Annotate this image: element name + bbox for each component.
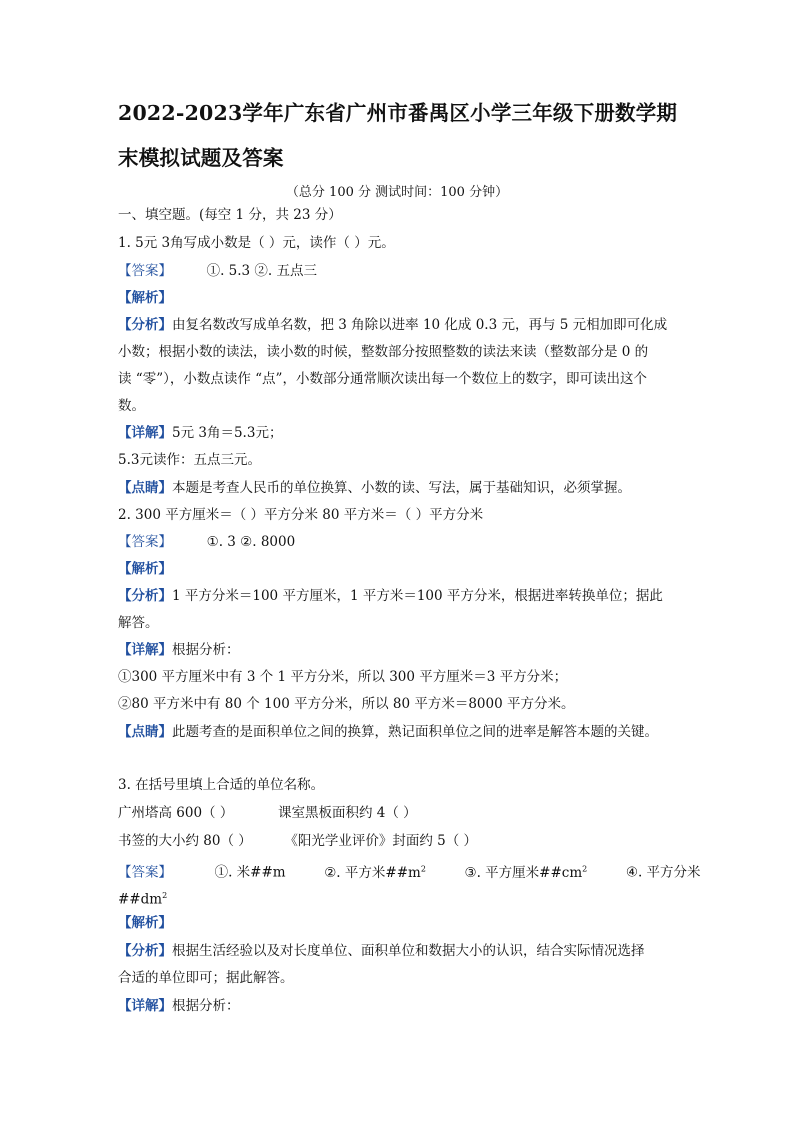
- q3-analysis-label: 【解析】: [118, 915, 172, 931]
- q2-question: 2. 300 平方厘米＝（ ）平方分米 80 平方米＝（ ）平方分米: [118, 507, 484, 523]
- q3-item-a: 广州塔高 600（ ）: [118, 805, 234, 821]
- q2-fenxi-line2: 解答。: [118, 615, 159, 631]
- q3-item-c: 书签的大小约 80（ ）: [118, 833, 252, 849]
- q2-xiangjie-line2: ①300 平方厘米中有 3 个 1 平方分米，所以 300 平方厘米＝3 平方分米；: [118, 669, 568, 685]
- q1-answer: ①. 5.3 ②. 五点三: [206, 263, 318, 279]
- q1-question: 1. 5元 3角写成小数是（ ）元，读作（ ）元。: [118, 235, 395, 251]
- q3-item-d: 《阳光学业评价》封面约 5（ ）: [284, 833, 478, 849]
- q3-fenxi: 【分析】根据生活经验以及对长度单位、面积单位和数据大小的认识，结合实际情况选择: [118, 943, 645, 959]
- q2-answer: ①. 3 ②. 8000: [206, 534, 296, 550]
- q3-items-row2: [118, 832, 477, 850]
- q3-fenxi-line2: 合适的单位即可；据此解答。: [118, 970, 294, 986]
- q1-xiangjie: 【详解】5元 3角＝5.3元；: [118, 425, 283, 441]
- q2-dianjing: 【点睛】此题考查的是面积单位之间的换算，熟记面积单位之间的进率是解答本题的关键。: [118, 724, 658, 740]
- q2-analysis-label: 【解析】: [118, 561, 172, 577]
- q3-answer-3: ③. 平方厘米$\#\#cm^2$: [464, 864, 588, 881]
- q1-xiangjie-line2: 5.3元读作：五点三元。: [118, 452, 261, 468]
- document-title-line1: 2022-2023学年广东省广州市番禺区小学三年级下册数学期: [118, 101, 678, 125]
- q1-fenxi-line4: 数。: [118, 398, 145, 414]
- q2-xiangjie: 【详解】根据分析：: [118, 642, 240, 658]
- exam-info: （总分 100 分 测试时间：100 分钟）: [285, 185, 509, 200]
- q2-answer-row: [118, 533, 295, 551]
- q3-question: 3. 在括号里填上合适的单位名称。: [118, 777, 325, 793]
- q3-item-b: 课室黑板面积约 4（ ）: [277, 805, 417, 821]
- q2-xiangjie-line3: ②80 平方米中有 80 个 100 平方分米，所以 80 平方米＝8000 平方分米。: [118, 696, 575, 712]
- q1-answer-row: [118, 262, 317, 280]
- section-heading: 一、填空题。(每空 1 分，共 23 分）: [118, 207, 342, 223]
- q3-xiangjie: 【详解】根据分析：: [118, 998, 240, 1014]
- document-title-line2: 末模拟试题及答案: [118, 146, 284, 170]
- q3-answer-row2: $\#\#dm^2$: [118, 891, 168, 908]
- q1-fenxi-line3: 读 “零”），小数点读作 “点”，小数部分通常顺次读出每一个数位上的数字，即可读出这个: [118, 371, 647, 387]
- q1-analysis-label: 【解析】: [118, 290, 172, 306]
- q1-fenxi-line2: 小数；根据小数的读法，读小数的时候，整数部分按照整数的读法来读（整数部分是 0 的: [118, 344, 649, 360]
- q1-dianjing: 【点睛】本题是考查人民币的单位换算、小数的读、写法，属于基础知识，必须掌握。: [118, 480, 631, 496]
- q3-answer-1: ①. 米##m: [214, 864, 286, 881]
- q3-answer-2: ②. 平方米$\#\#m^2$: [324, 864, 426, 881]
- answer-label: 【答案】: [118, 263, 172, 279]
- q3-items-row1: [118, 804, 417, 822]
- q2-fenxi: 【分析】1 平方分米＝100 平方厘米，1 平方米＝100 平方分米，根据进率转换单位；据此: [118, 588, 663, 604]
- answer-label: 【答案】: [118, 534, 172, 550]
- q3-answer-4: ④. 平方分米: [625, 864, 701, 881]
- q3-answer-row: [118, 860, 701, 882]
- q1-fenxi: 【分析】由复名数改写成单名数，把 3 角除以进率 10 化成 0.3 元，再与 5 元相加即可化成: [118, 317, 668, 333]
- answer-label: 【答案】: [118, 864, 172, 881]
